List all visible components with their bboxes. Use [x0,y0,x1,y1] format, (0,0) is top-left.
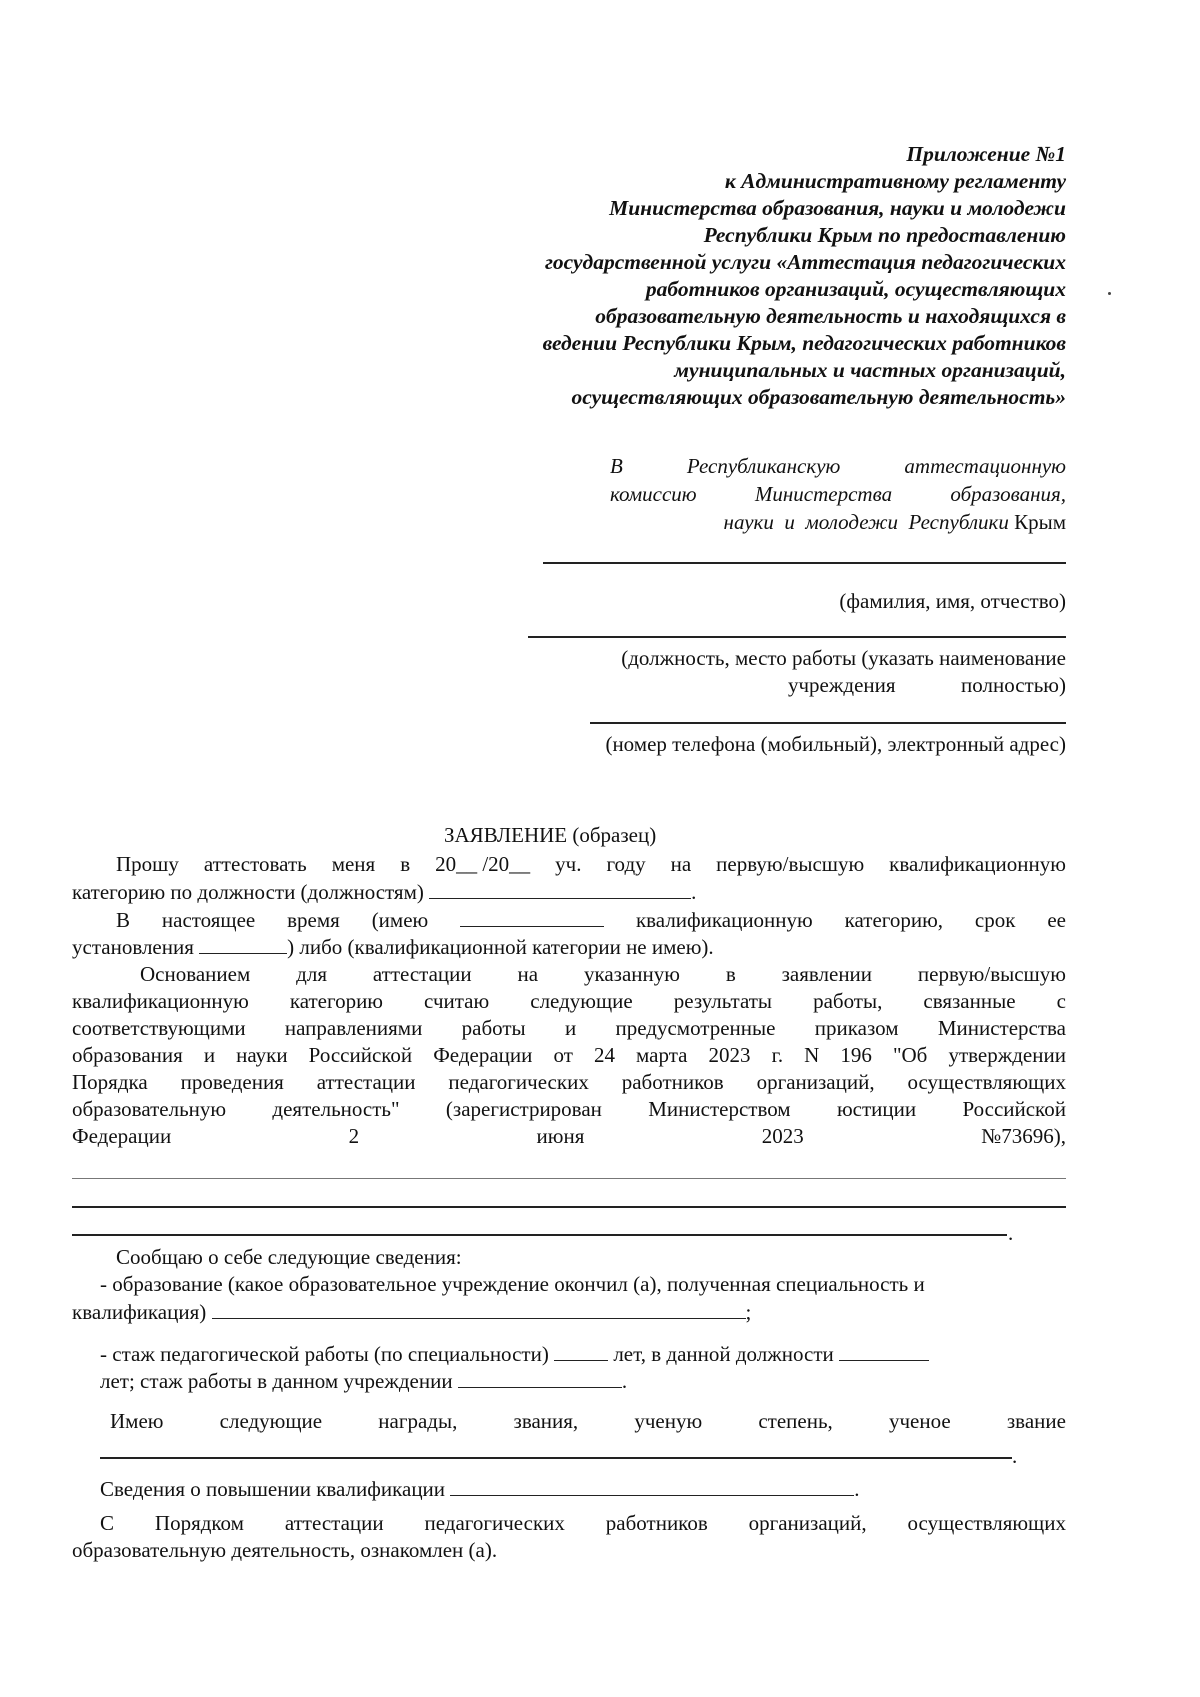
line-text: лет, в данной должности [613,1342,834,1366]
addressee-word: В [610,454,623,478]
word: утверждении [948,1043,1066,1067]
word: в [400,852,411,876]
punct: . [1012,1444,1018,1468]
word: на [670,852,692,876]
word: квалификационную [889,852,1066,876]
word: аттестации [284,1511,384,1535]
word: аттестации [372,962,472,986]
qualification-blank[interactable] [450,1475,854,1496]
answer-blank-line[interactable] [72,1234,1007,1236]
order-line [100,1510,1066,1537]
body-line [72,1015,1066,1042]
experience-line [100,1340,929,1368]
word: марта [636,1043,688,1067]
order-line: образовательную деятельность, ознакомлен (а). [72,1538,498,1562]
position-years-blank[interactable] [839,1340,929,1361]
word: и [564,1016,577,1040]
punct: . [854,1477,860,1501]
word: педагогических [424,1511,565,1535]
word: заявлении [781,962,873,986]
line-text: установления [72,935,194,959]
word: аттестации [316,1070,416,1094]
addressee-word: образования, [950,482,1066,506]
addressee-line [610,480,1066,508]
word: квалификационную [635,908,813,932]
word: (имею [371,908,429,932]
body-line [72,878,696,906]
experience-years-blank[interactable] [554,1340,608,1361]
word: 2 [348,1124,360,1148]
word: июня [536,1124,585,1148]
word: Российской [308,1043,413,1067]
appendix-line: Министерства образования, науки и молодежи [609,196,1066,220]
body-line [72,1069,1066,1096]
word: организаций, [756,1070,875,1094]
appendix-line: осуществляющих образовательную деятельность» [571,385,1066,409]
experience-line [100,1367,627,1395]
word: Федерации [433,1043,533,1067]
word: ученую [634,1409,703,1433]
caption-word: полностью) [961,673,1066,697]
word: на [517,962,539,986]
addressee-word: Министерства [754,482,893,506]
word: 196 [840,1043,872,1067]
word: году [606,852,646,876]
caption-word: учреждения [788,673,896,697]
word: С [100,1511,115,1535]
word: Основанием [140,962,251,986]
word: следующие [530,989,633,1013]
word: направлениями [284,1016,423,1040]
institution-years-blank[interactable] [458,1367,622,1388]
word: образовательную [72,1097,227,1121]
word: Министерством [648,1097,791,1121]
word: работы [461,1016,526,1040]
info-intro: Сообщаю о себе следующие сведения: [116,1245,462,1269]
word: осуществляющих [907,1511,1066,1535]
word: соответствующими [72,1016,246,1040]
line-text: ) либо (квалификационной категории не имею). [287,935,714,959]
word: время [287,908,340,932]
word: меня [331,852,376,876]
word: проведения [180,1070,284,1094]
addressee-text: науки и молодежи Республики [723,510,1009,534]
word: педагогических [448,1070,589,1094]
appendix-line: ведении Республики Крым, педагогических работников [542,331,1066,355]
word: образования [72,1043,183,1067]
word: Порядком [154,1511,244,1535]
appendix-line: муниципальных и частных организаций, [674,358,1066,382]
addressee-word: аттестационную [904,454,1066,478]
word: Имею [110,1409,164,1433]
word: считаю [424,989,490,1013]
addressee-word: комиссию [610,482,697,506]
word: №73696), [981,1124,1066,1148]
word: категорию, [844,908,944,932]
addressee-line [610,452,1066,480]
word: юстиции [836,1097,917,1121]
word: работы, [813,989,883,1013]
word: следующие [219,1409,323,1433]
word: деятельность" [272,1097,400,1121]
word: аттестовать [203,852,307,876]
word: осуществляющих [907,1070,1066,1094]
education-line [72,1298,751,1326]
word: ученое [889,1409,951,1433]
punct: . [621,1369,628,1393]
word: степень, [758,1409,833,1433]
qualification-line [100,1475,860,1503]
body-line [72,1096,1066,1123]
word: приказом [814,1016,899,1040]
word: первую/высшую [917,962,1066,986]
appendix-line: государственной услуги «Аттестация педагогических [544,250,1066,274]
appendix-line: к Административному регламенту [724,169,1066,193]
word: результаты [673,989,773,1013]
position-blank[interactable] [429,878,691,899]
word: Российской [962,1097,1066,1121]
word: работников [605,1511,708,1535]
word: N [804,1043,820,1067]
word: работников [621,1070,724,1094]
body-line [72,1042,1066,1069]
word: Порядка [72,1070,148,1094]
word: "Об [892,1043,928,1067]
awards-blank-line[interactable] [100,1457,1012,1459]
word: срок [974,908,1016,932]
phone-input-line[interactable] [590,722,1066,724]
position-caption-row [788,672,1066,699]
word: от [553,1043,573,1067]
fio-caption: (фамилия, имя, отчество) [839,589,1066,613]
education-line: - образование (какое образовательное учреждение окончил (а), полученная специальность и [100,1272,925,1296]
phone-caption: (номер телефона (мобильный), электронный адрес) [605,732,1066,756]
appendix-line: Приложение №1 [906,142,1066,166]
education-blank[interactable] [212,1298,746,1319]
fio-input-line[interactable] [543,562,1066,564]
word: 24 [593,1043,615,1067]
line-text: Сведения о повышении квалификации [100,1477,446,1501]
addressee-text: Крым [1008,510,1066,534]
body-line [140,961,1066,988]
word: звание [1006,1409,1066,1433]
answer-blank-line[interactable] [72,1178,1066,1179]
punct: . [691,880,697,904]
word: в [725,962,736,986]
word: для [296,962,327,986]
position-caption: (должность, место работы (указать наименование [621,646,1066,670]
body-line [72,1123,1066,1150]
word: категорию [289,989,383,1013]
word: (зарегистрирован [445,1097,602,1121]
word: В [116,908,131,932]
awards-line [110,1408,1066,1435]
appendix-header [420,141,1066,411]
word: Федерации [72,1124,172,1148]
word: 2023 [708,1043,751,1067]
word: и [203,1043,216,1067]
word: награды, [378,1409,458,1433]
punct: . [1008,1221,1014,1245]
body-line [72,933,714,961]
word: уч. [555,852,582,876]
word: ее [1047,908,1066,932]
date-blank[interactable] [199,933,287,954]
appendix-line: Республики Крым по предоставлению [703,223,1066,247]
word: звания, [513,1409,579,1433]
body-line [116,906,1066,934]
line-text: квалификация) [72,1300,207,1324]
scan-speck [1108,292,1111,295]
word: первую/высшую [716,852,865,876]
body-line [116,851,1066,878]
word: Прошу [116,852,179,876]
document-title: ЗАЯВЛЕНИЕ (образец) [444,823,657,847]
word: предусмотренные [615,1016,776,1040]
word: 2023 [761,1124,804,1148]
word: г. [771,1043,784,1067]
word: настоящее [161,908,256,932]
line-text: - стаж педагогической работы (по специальности) [100,1342,549,1366]
year-field: 20__ /20__ [435,852,531,876]
punct: ; [745,1300,752,1324]
addressee-word: Республиканскую [686,454,841,478]
word: Министерства [937,1016,1066,1040]
appendix-line: образовательную деятельность и находящихся в [595,304,1066,328]
line-text: категорию по должности (должностям) [72,880,424,904]
word: связанные [923,989,1016,1013]
word: науки [236,1043,288,1067]
word: организаций, [748,1511,867,1535]
word: с [1056,989,1066,1013]
addressee-block [610,452,1066,536]
category-blank[interactable] [460,906,604,927]
answer-blank-line[interactable] [72,1206,1066,1208]
word: квалификационную [72,989,249,1013]
position-input-line[interactable] [528,636,1066,638]
appendix-line: работников организаций, осуществляющих [645,277,1066,301]
addressee-line [610,508,1066,536]
body-line [72,988,1066,1015]
word: указанную [583,962,680,986]
line-text: лет; стаж работы в данном учреждении [100,1369,453,1393]
